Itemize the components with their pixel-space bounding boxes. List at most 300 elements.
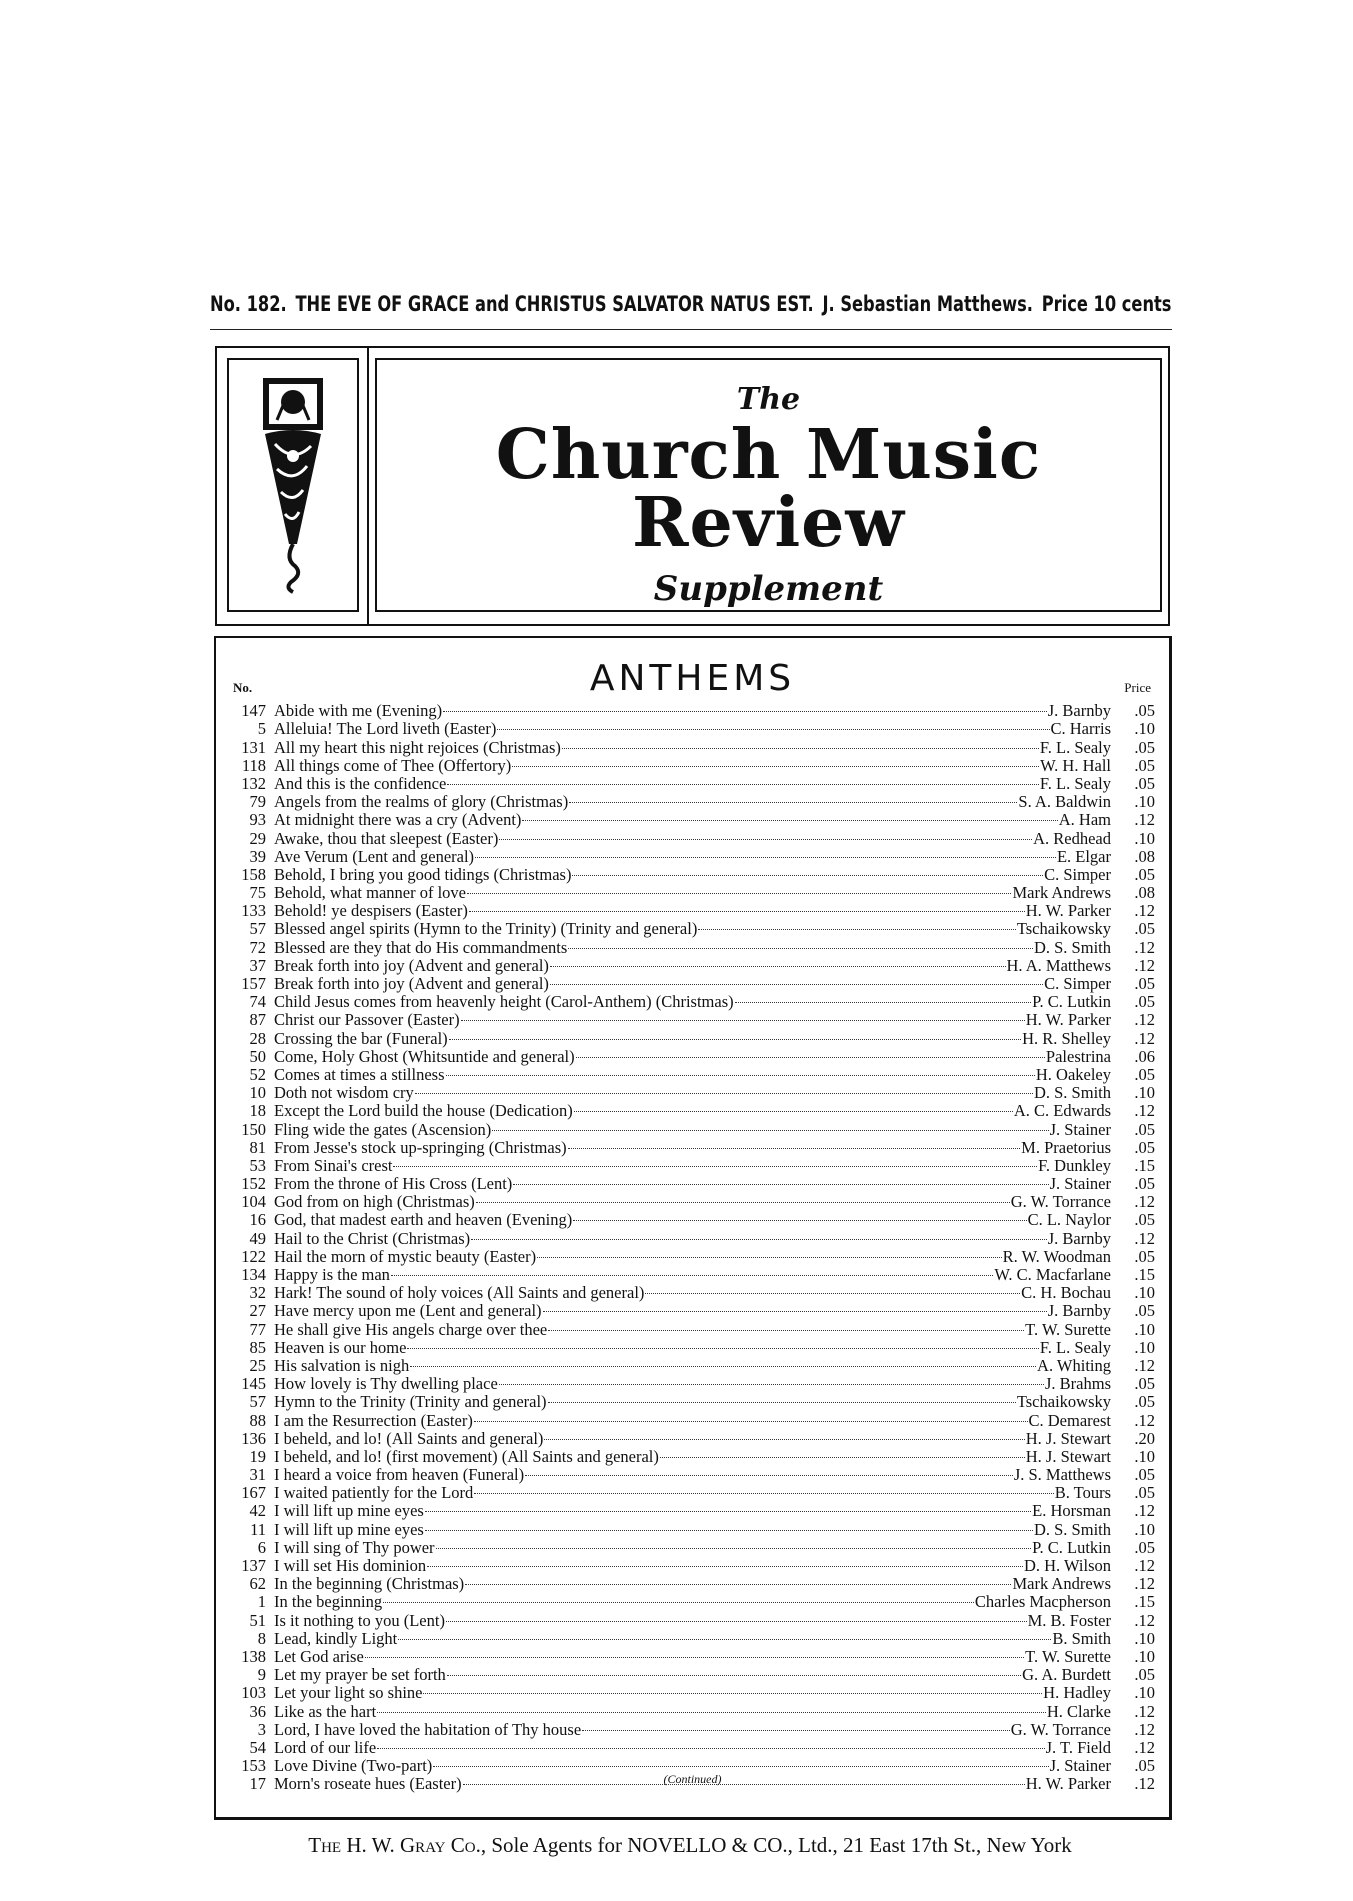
anthem-price: .12 <box>1134 1610 1155 1630</box>
anthem-price: .12 <box>1134 937 1155 957</box>
anthem-row <box>226 1189 1155 1212</box>
anthem-number: 50 <box>249 1046 266 1066</box>
anthem-row <box>226 1444 1155 1466</box>
anthem-row <box>226 1298 1155 1321</box>
anthem-row <box>226 1535 1155 1557</box>
masthead <box>215 346 1170 626</box>
anthem-price: .08 <box>1134 883 1155 903</box>
dot-leader <box>548 1389 1016 1407</box>
anthem-row <box>226 1025 1155 1048</box>
anthem-row <box>226 1480 1155 1503</box>
anthem-title: I will lift up mine eyes <box>274 1501 424 1521</box>
anthem-row <box>226 1207 1155 1230</box>
anthem-title: Blessed angel spirits (Hymn to the Trinity) (Trinity and general) <box>274 919 698 939</box>
dot-leader <box>461 1007 1025 1025</box>
anthem-price: .05 <box>1134 701 1155 721</box>
anthem-title: How lovely is Thy dwelling place <box>274 1374 498 1394</box>
anthem-row <box>226 1607 1155 1630</box>
anthem-price: .05 <box>1134 1756 1155 1776</box>
anthem-price: .12 <box>1134 1010 1155 1030</box>
anthem-composer: M. Praetorius <box>1021 1137 1111 1157</box>
dot-leader <box>446 1607 1027 1625</box>
anthem-composer: H. J. Stewart <box>1025 1446 1111 1466</box>
publisher-name: The H. W. Gray Co., <box>308 1833 487 1857</box>
anthem-number: 52 <box>249 1064 266 1084</box>
anthem-number: 103 <box>241 1683 266 1703</box>
anthem-composer: J. Stainer <box>1049 1756 1111 1776</box>
dot-leader <box>398 1626 1051 1644</box>
anthem-price: .12 <box>1134 1355 1155 1375</box>
anthem-price: .05 <box>1134 1537 1155 1557</box>
continued-note: (Continued) <box>663 1772 722 1786</box>
anthem-price: .12 <box>1134 1701 1155 1721</box>
anthem-row <box>226 771 1155 793</box>
dot-leader <box>548 1316 1024 1334</box>
anthem-row <box>226 1680 1155 1703</box>
anthem-price: .12 <box>1134 901 1155 921</box>
anthem-title: All things come of Thee (Offertory) <box>274 755 512 775</box>
dot-leader <box>377 1698 1046 1716</box>
dot-leader <box>544 1426 1024 1444</box>
anthem-number: 93 <box>249 810 266 830</box>
anthem-title: Like as the hart <box>274 1701 377 1721</box>
anthem-title: Hail to the Christ (Christmas) <box>274 1228 471 1248</box>
featured-composer: J. Sebastian Matthews. <box>822 292 1033 316</box>
anthem-number: 29 <box>249 828 266 848</box>
anthem-number: 6 <box>257 1537 266 1557</box>
dot-leader <box>492 1116 1048 1134</box>
anthem-row <box>226 1589 1155 1612</box>
anthem-price: .05 <box>1134 1174 1155 1194</box>
anthem-price: .05 <box>1134 1119 1155 1139</box>
anthem-price: .12 <box>1134 1574 1155 1594</box>
anthem-list <box>226 698 1155 1794</box>
anthem-row <box>226 898 1155 921</box>
anthem-row <box>226 1098 1155 1121</box>
anthem-row <box>226 1171 1155 1194</box>
anthem-row <box>226 1244 1155 1266</box>
anthem-price: .05 <box>1134 1483 1155 1503</box>
anthem-row <box>226 1753 1155 1776</box>
anthem-row <box>226 1735 1155 1757</box>
anthem-number: 74 <box>249 992 266 1012</box>
anthem-price: .05 <box>1134 1374 1155 1394</box>
anthem-row <box>226 1353 1155 1375</box>
anthem-composer: Mark Andrews <box>1012 883 1111 903</box>
anthem-price: .15 <box>1134 1265 1155 1284</box>
anthem-number: 53 <box>249 1155 266 1175</box>
anthem-title: I waited patiently for the Lord <box>274 1483 474 1503</box>
anthem-title: God from on high (Christmas) <box>274 1192 475 1212</box>
dot-leader <box>476 1189 1010 1207</box>
anthem-price: .12 <box>1134 1101 1155 1121</box>
anthem-price: .12 <box>1134 1028 1155 1048</box>
anthem-row <box>226 880 1155 903</box>
anthem-row <box>226 1262 1155 1284</box>
anthem-composer: Tschaikowsky <box>1016 1392 1111 1412</box>
anthem-row <box>226 1389 1155 1412</box>
anthem-row <box>226 862 1155 884</box>
anthem-title: His salvation is nigh <box>274 1355 410 1375</box>
anthems-listing <box>214 636 1172 1820</box>
anthem-price: .05 <box>1134 755 1155 775</box>
anthem-title: Is it nothing to you (Lent) <box>274 1610 445 1630</box>
dot-leader <box>513 1171 1048 1189</box>
dot-leader <box>423 1680 1042 1698</box>
anthem-number: 19 <box>249 1446 266 1466</box>
anthem-composer: G. A. Burdett <box>1022 1665 1111 1685</box>
dot-leader <box>562 734 1039 752</box>
anthem-price: .10 <box>1134 1446 1155 1466</box>
anthem-title: From the throne of His Cross (Lent) <box>274 1174 513 1194</box>
publication-title: Church Music Review <box>495 415 1042 563</box>
anthem-composer: B. Tours <box>1054 1483 1111 1503</box>
anthem-number: 39 <box>249 846 266 866</box>
anthem-title: Abide with me (Evening) <box>274 701 443 721</box>
anthem-price: .12 <box>1134 1192 1155 1212</box>
anthem-number: 28 <box>249 1028 266 1048</box>
anthem-row <box>226 1225 1155 1248</box>
dot-leader <box>543 1298 1047 1316</box>
anthem-number: 5 <box>257 719 266 739</box>
decorative-vine-ornament-icon <box>257 374 329 594</box>
dot-leader <box>447 771 1039 789</box>
ornament-panel <box>227 358 359 612</box>
anthem-composer: G. W. Torrance <box>1010 1192 1111 1212</box>
anthem-number: 131 <box>241 737 266 757</box>
anthem-row <box>226 1280 1155 1303</box>
dot-leader <box>698 916 1016 934</box>
anthem-title: Except the Lord build the house (Dedication) <box>274 1101 573 1121</box>
anthem-price: .15 <box>1134 1155 1155 1175</box>
anthem-number: 134 <box>241 1265 266 1284</box>
anthem-number: 9 <box>257 1665 266 1685</box>
anthem-price: .12 <box>1134 810 1155 830</box>
anthem-row <box>226 1044 1155 1066</box>
anthem-composer: T. W. Surette <box>1025 1319 1111 1339</box>
anthem-title: Lord, I have loved the habitation of Thy house <box>274 1719 582 1739</box>
anthem-number: 145 <box>241 1374 266 1394</box>
anthem-price: .05 <box>1134 1465 1155 1485</box>
anthem-composer: C. L. Naylor <box>1027 1210 1111 1230</box>
dot-leader <box>443 698 1047 716</box>
anthem-number: 152 <box>241 1174 266 1194</box>
anthem-composer: Tschaikowsky <box>1016 919 1111 939</box>
anthem-price: .05 <box>1134 1064 1155 1084</box>
anthem-title: Comes at times a stillness <box>274 1064 445 1084</box>
anthem-composer: D. S. Smith <box>1033 1519 1111 1539</box>
anthem-number: 88 <box>249 1410 266 1430</box>
anthem-number: 132 <box>241 773 266 793</box>
anthem-row <box>226 953 1155 975</box>
dot-leader <box>447 1662 1021 1680</box>
anthem-title: He shall give His angels charge over thee <box>274 1319 548 1339</box>
dot-leader <box>573 1207 1026 1225</box>
anthem-title: Break forth into joy (Advent and general) <box>274 955 549 975</box>
featured-price: Price 10 cents <box>1041 292 1172 316</box>
anthem-title: Love Divine (Two-part) <box>274 1756 433 1776</box>
anthem-row <box>226 1717 1155 1739</box>
anthem-number: 147 <box>241 701 266 721</box>
anthem-row <box>226 1498 1155 1521</box>
anthem-number: 42 <box>249 1501 266 1521</box>
anthem-title: In the beginning <box>274 1592 383 1612</box>
anthem-price: .05 <box>1134 1137 1155 1157</box>
dot-leader <box>410 1353 1036 1371</box>
anthem-number: 37 <box>249 955 266 975</box>
anthem-number: 137 <box>241 1556 266 1575</box>
anthem-title: Blessed are they that do His commandments <box>274 937 568 957</box>
anthem-number: 118 <box>241 755 266 775</box>
anthem-composer: J. S. Matthews <box>1013 1465 1111 1485</box>
anthem-price: .06 <box>1134 1046 1155 1066</box>
anthem-row <box>226 1153 1155 1175</box>
anthem-composer: C. Demarest <box>1028 1410 1111 1430</box>
anthem-price: .05 <box>1134 974 1155 993</box>
anthem-composer: R. W. Woodman <box>1002 1246 1111 1266</box>
anthem-number: 1 <box>257 1592 266 1612</box>
anthem-composer: H. W. Parker <box>1025 1010 1111 1030</box>
anthem-composer: H. J. Stewart <box>1025 1428 1111 1448</box>
featured-work: THE EVE OF GRACE and CHRISTUS SALVATOR NATUS EST. <box>295 292 814 316</box>
anthem-title: In the beginning (Christmas) <box>274 1574 465 1594</box>
anthem-composer: W. H. Hall <box>1040 755 1111 775</box>
anthem-row <box>226 1062 1155 1084</box>
dot-leader <box>407 1335 1038 1353</box>
anthem-price: .05 <box>1134 737 1155 757</box>
dot-leader <box>415 1080 1033 1098</box>
anthem-composer: C. Harris <box>1050 719 1111 739</box>
anthem-title: I beheld, and lo! (All Saints and general) <box>274 1428 544 1448</box>
dot-leader <box>735 989 1032 1007</box>
dot-leader <box>433 1753 1048 1771</box>
anthem-row <box>226 1571 1155 1594</box>
dot-leader <box>427 1553 1023 1571</box>
anthem-number: 158 <box>241 864 266 884</box>
dot-leader <box>499 1371 1044 1389</box>
anthem-title: Behold, what manner of love <box>274 883 466 903</box>
anthem-price: .05 <box>1134 1665 1155 1685</box>
anthem-row <box>226 1135 1155 1157</box>
anthem-composer: J. Stainer <box>1049 1119 1111 1139</box>
anthem-price: .20 <box>1134 1428 1155 1448</box>
anthem-number: 25 <box>249 1355 266 1375</box>
anthem-title: I will set His dominion <box>274 1556 427 1575</box>
anthem-row <box>226 1335 1155 1357</box>
dot-leader <box>569 789 1017 807</box>
dot-leader <box>574 1098 1013 1116</box>
anthem-title: Have mercy upon me (Lent and general) <box>274 1301 542 1321</box>
anthem-number: 10 <box>249 1083 266 1103</box>
anthem-composer: A. Redhead <box>1033 828 1111 848</box>
anthem-row <box>226 844 1155 866</box>
anthem-number: 157 <box>241 974 266 993</box>
anthem-row <box>226 716 1155 739</box>
anthem-composer: C. H. Bochau <box>1021 1283 1111 1303</box>
anthem-composer: Palestrina <box>1045 1046 1111 1066</box>
anthem-row <box>226 971 1155 993</box>
dot-leader <box>465 1571 1011 1589</box>
anthem-title: I beheld, and lo! (first movement) (All Saints and general) <box>274 1446 659 1466</box>
anthem-composer: A. Ham <box>1058 810 1111 830</box>
anthem-number: 3 <box>257 1719 266 1739</box>
anthem-title: From Jesse's stock up-springing (Christmas) <box>274 1137 567 1157</box>
anthem-title: From Sinai's crest <box>274 1155 393 1175</box>
masthead-title-panel <box>375 358 1162 612</box>
anthem-row <box>226 698 1155 721</box>
anthem-row <box>226 1116 1155 1139</box>
anthem-title: Hail the morn of mystic beauty (Easter) <box>274 1246 537 1266</box>
publisher-details: Sole Agents for NOVELLO & CO., Ltd., 21 East 17th St., New York <box>486 1833 1072 1857</box>
anthem-price: .15 <box>1134 1592 1155 1612</box>
anthem-price: .12 <box>1134 1556 1155 1575</box>
masthead-the: The <box>736 382 801 417</box>
anthem-price: .05 <box>1134 1392 1155 1412</box>
anthem-number: 136 <box>241 1428 266 1448</box>
anthem-row <box>226 1662 1155 1685</box>
dot-leader <box>475 844 1056 862</box>
anthem-price: .05 <box>1134 1246 1155 1266</box>
anthem-composer: F. L. Sealy <box>1039 737 1111 757</box>
header-line <box>210 292 1171 316</box>
dot-leader <box>393 1153 1037 1171</box>
anthem-composer: T. W. Surette <box>1025 1646 1111 1666</box>
anthem-price: .05 <box>1134 864 1155 884</box>
anthem-title: Angels from the realms of glory (Christmas) <box>274 792 569 812</box>
anthem-title: Behold, I bring you good tidings (Christmas) <box>274 864 572 884</box>
anthem-title: I heard a voice from heaven (Funeral) <box>274 1465 525 1485</box>
anthem-title: Let your light so shine <box>274 1683 423 1703</box>
dot-leader <box>474 1407 1028 1425</box>
anthem-number: 51 <box>249 1610 266 1630</box>
anthem-title: And this is the confidence <box>274 773 447 793</box>
anthem-price: .10 <box>1134 1646 1155 1666</box>
anthem-row <box>226 989 1155 1012</box>
anthem-composer: H. W. Parker <box>1025 901 1111 921</box>
anthem-composer: E. Elgar <box>1056 846 1111 866</box>
anthem-row <box>226 1626 1155 1648</box>
anthem-number: 62 <box>249 1574 266 1594</box>
anthem-number: 167 <box>241 1483 266 1503</box>
anthem-title: At midnight there was a cry (Advent) <box>274 810 522 830</box>
anthem-title: Awake, thou that sleepest (Easter) <box>274 828 499 848</box>
dot-leader <box>391 1262 993 1280</box>
anthem-title: Lead, kindly Light <box>274 1628 398 1648</box>
anthem-composer: B. Smith <box>1052 1628 1111 1648</box>
anthem-composer: W. C. Macfarlane <box>994 1265 1111 1284</box>
anthem-price: .05 <box>1134 919 1155 939</box>
anthem-number: 81 <box>249 1137 266 1157</box>
anthem-number: 16 <box>249 1210 266 1230</box>
dot-leader <box>572 862 1043 880</box>
anthem-number: 138 <box>241 1646 266 1666</box>
column-header-no: No. <box>233 680 253 695</box>
anthem-row <box>226 825 1155 848</box>
dot-leader <box>436 1535 1032 1553</box>
anthem-number: 122 <box>241 1246 266 1266</box>
anthem-price: .10 <box>1134 792 1155 812</box>
anthem-composer: Charles Macpherson <box>974 1592 1111 1612</box>
anthem-composer: J. Barnby <box>1047 1301 1111 1321</box>
anthem-number: 57 <box>249 919 266 939</box>
anthem-composer: Mark Andrews <box>1012 1574 1111 1594</box>
header-rule <box>210 329 1172 330</box>
dot-leader <box>467 880 1011 898</box>
anthem-number: 79 <box>249 792 266 812</box>
anthem-composer: P. C. Lutkin <box>1032 992 1111 1012</box>
anthem-title: God, that madest earth and heaven (Evening) <box>274 1210 573 1230</box>
anthem-price: .12 <box>1134 1228 1155 1248</box>
anthem-row <box>226 934 1155 957</box>
anthem-number: 32 <box>249 1283 266 1303</box>
dot-leader <box>582 1717 1010 1735</box>
anthem-price: .08 <box>1134 846 1155 866</box>
dot-leader <box>568 1135 1021 1153</box>
anthem-composer: F. Dunkley <box>1038 1155 1111 1175</box>
dot-leader <box>469 898 1025 916</box>
anthem-title: Lord of our life <box>274 1737 377 1757</box>
anthem-price: .12 <box>1134 955 1155 975</box>
anthem-price: .10 <box>1134 719 1155 739</box>
anthem-title: Doth not wisdom cry <box>274 1083 414 1103</box>
dot-leader <box>512 753 1039 771</box>
anthem-row <box>226 1553 1155 1575</box>
anthem-number: 150 <box>241 1119 266 1139</box>
anthem-price: .05 <box>1134 1210 1155 1230</box>
anthem-number: 54 <box>249 1737 266 1757</box>
anthem-composer: A. C. Edwards <box>1013 1101 1111 1121</box>
dot-leader <box>474 1480 1053 1498</box>
anthem-price: .10 <box>1134 1519 1155 1539</box>
anthem-row <box>226 789 1155 812</box>
anthem-title: All my heart this night rejoices (Christmas) <box>274 737 561 757</box>
anthem-composer: D. S. Smith <box>1033 937 1111 957</box>
anthem-composer: H. Hadley <box>1043 1683 1111 1703</box>
anthem-title: Christ our Passover (Easter) <box>274 1010 460 1030</box>
anthem-number: 31 <box>249 1465 266 1485</box>
anthem-title: Break forth into joy (Advent and general) <box>274 974 549 993</box>
anthem-number: 77 <box>249 1319 266 1339</box>
dot-leader <box>377 1735 1044 1753</box>
anthem-title: Ave Verum (Lent and general) <box>274 846 475 866</box>
dot-leader <box>525 1462 1013 1480</box>
anthem-composer: H. A. Matthews <box>1006 955 1111 975</box>
anthem-title: Let my prayer be set forth <box>274 1665 446 1685</box>
anthem-number: 85 <box>249 1337 266 1357</box>
anthem-title: Let God arise <box>274 1646 364 1666</box>
anthem-composer: D. S. Smith <box>1033 1083 1111 1103</box>
dot-leader <box>537 1244 1002 1262</box>
anthem-number: 11 <box>250 1519 266 1539</box>
anthem-row <box>226 1698 1155 1721</box>
anthem-row <box>226 1644 1155 1666</box>
anthem-row <box>226 734 1155 757</box>
anthem-number: 57 <box>249 1392 266 1412</box>
anthem-number: 75 <box>249 883 266 903</box>
anthem-row <box>226 1426 1155 1448</box>
anthem-price: .05 <box>1134 992 1155 1012</box>
anthem-title: I will sing of Thy power <box>274 1537 435 1557</box>
anthem-price: .10 <box>1134 1683 1155 1703</box>
anthem-number: 133 <box>241 901 266 921</box>
anthem-row <box>226 1007 1155 1030</box>
dot-leader <box>425 1516 1033 1534</box>
dot-leader <box>660 1444 1025 1462</box>
dot-leader <box>522 807 1057 825</box>
anthem-title: Come, Holy Ghost (Whitsuntide and general) <box>274 1046 575 1066</box>
anthem-composer: S. A. Baldwin <box>1018 792 1111 812</box>
anthem-price: .12 <box>1134 1774 1155 1794</box>
